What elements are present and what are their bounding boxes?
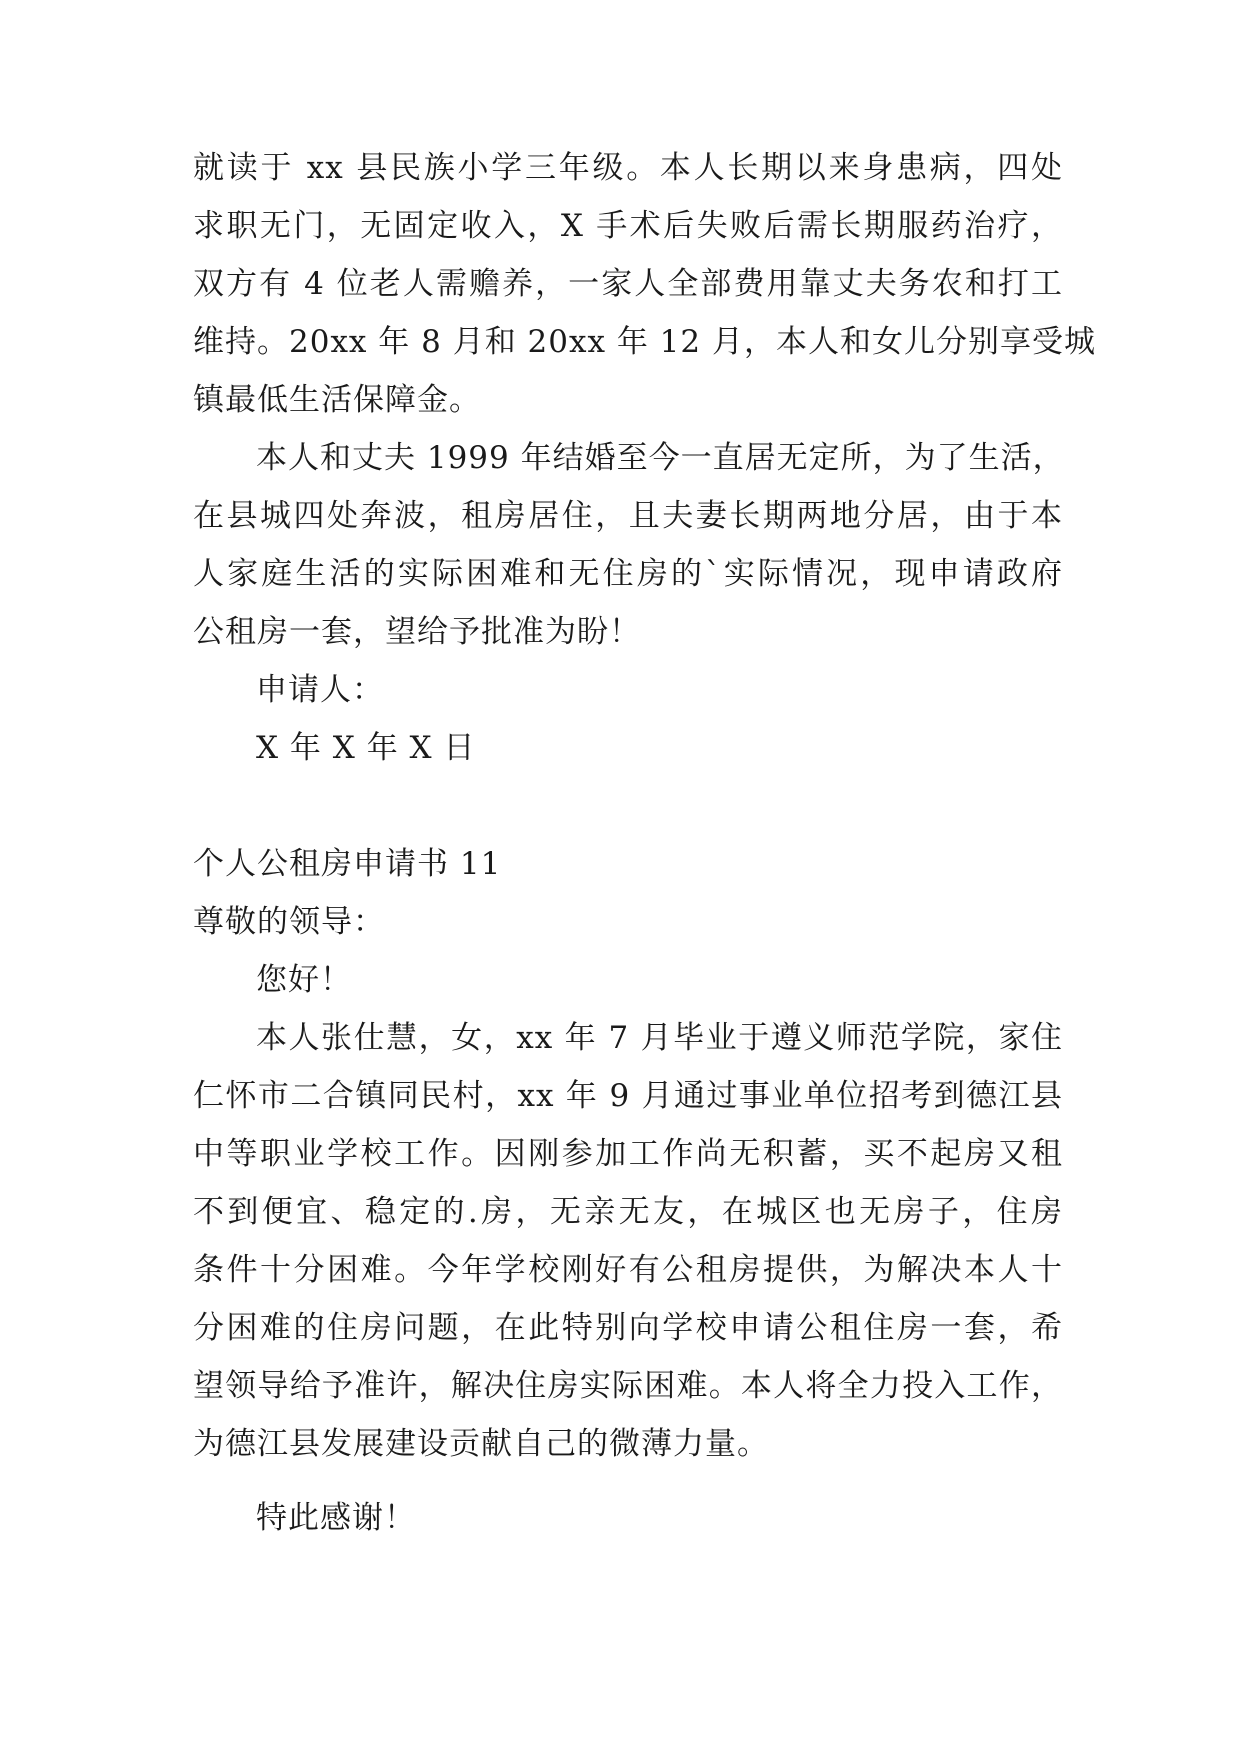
para2-line-2: 在县城四处奔波，租房居住，且夫妻长期两地分居，由于本 (193, 498, 1063, 534)
body-line-6: 分困难的住房问题，在此特别向学校申请公租住房一套，希 (193, 1310, 1063, 1346)
document-title: 个人公租房申请书 11 (193, 846, 502, 882)
body-line-2: 仁怀市二合镇同民村，xx 年 9 月通过事业单位招考到德江县 (193, 1078, 1063, 1114)
body-line-4: 不到便宜、稳定的.房，无亲无友，在城区也无房子，住房 (193, 1194, 1063, 1230)
para1-line-5: 镇最低生活保障金。 (193, 382, 481, 418)
para2-line-4: 公租房一套，望给予批准为盼！ (193, 614, 641, 650)
body-line-1: 本人张仕慧，女，xx 年 7 月毕业于遵义师范学院，家住 (256, 1020, 1063, 1056)
closing-thanks: 特此感谢！ (256, 1500, 416, 1536)
greeting: 您好！ (256, 962, 352, 998)
para1-line-3: 双方有 4 位老人需赡养，一家人全部费用靠丈夫务农和打工 (193, 266, 1063, 302)
body-line-3: 中等职业学校工作。因刚参加工作尚无积蓄，买不起房又租 (193, 1136, 1063, 1172)
para2-line-1: 本人和丈夫 1999 年结婚至今一直居无定所，为了生活， (256, 440, 1065, 476)
applicant-label: 申请人： (256, 672, 384, 708)
body-line-8: 为德江县发展建设贡献自己的微薄力量。 (193, 1426, 769, 1462)
para1-line-2: 求职无门，无固定收入，X 手术后失败后需长期服药治疗， (193, 208, 1063, 244)
body-line-7: 望领导给予准许，解决住房实际困难。本人将全力投入工作， (193, 1368, 1063, 1404)
para1-line-4: 维持。20xx 年 8 月和 20xx 年 12 月，本人和女儿分别享受城 (193, 324, 1096, 360)
date-line: X 年 X 年 X 日 (256, 730, 476, 766)
salutation: 尊敬的领导： (193, 904, 385, 940)
body-line-5: 条件十分困难。今年学校刚好有公租房提供，为解决本人十 (193, 1252, 1063, 1288)
para1-line-1: 就读于 xx 县民族小学三年级。本人长期以来身患病，四处 (193, 150, 1063, 186)
para2-line-3: 人家庭生活的实际困难和无住房的`实际情况，现申请政府 (193, 556, 1063, 592)
